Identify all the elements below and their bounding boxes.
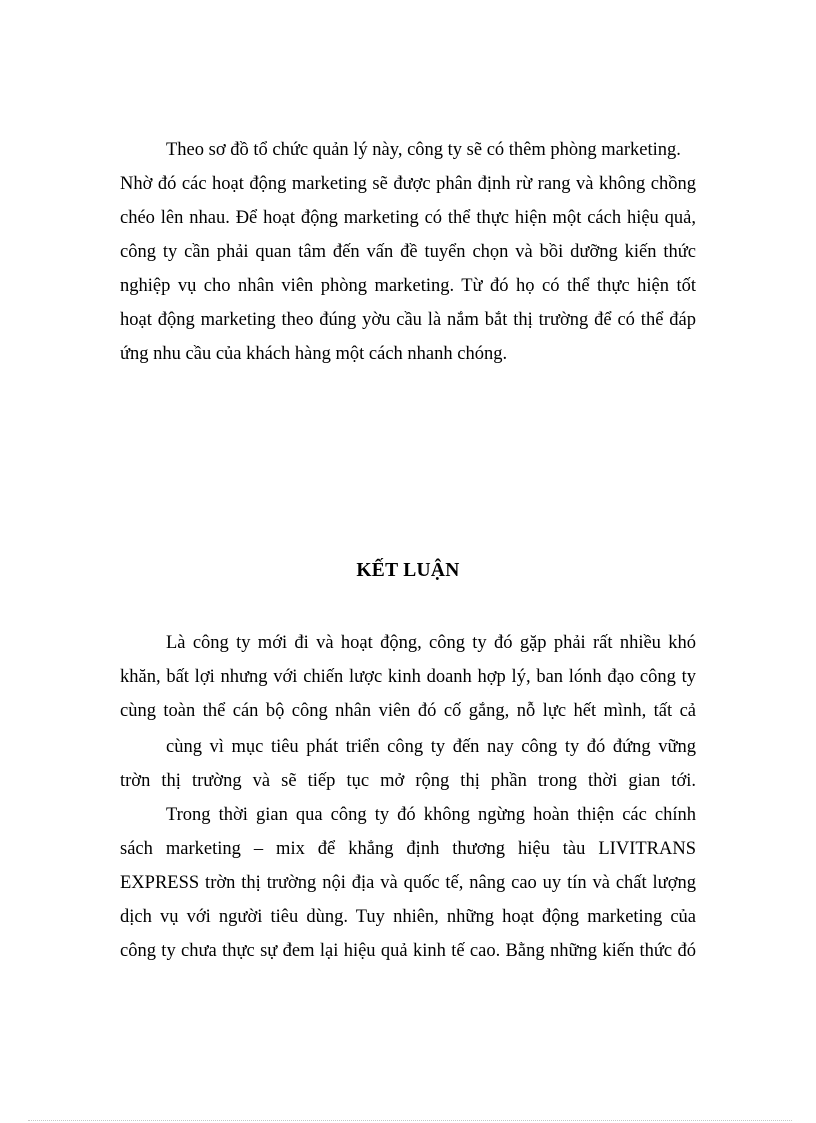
paragraph-line: Nhờ đó các hoạt động marketing sẽ được phân định rừ rang và không chồng	[120, 174, 696, 194]
paragraph-line: công ty cần phải quan tâm đến vấn đề tuyển chọn và bồi dưỡng kiến thức	[120, 242, 696, 262]
paragraph-line: sách marketing – mix để khẳng định thương hiệu tàu LIVITRANS	[120, 839, 696, 859]
paragraph-line: hoạt động marketing theo đúng yờu cầu là nắm bắt thị trường để có thể đáp	[120, 310, 696, 330]
paragraph-line: Trong thời gian qua công ty đó không ngừng hoàn thiện các chính	[166, 805, 696, 825]
paragraph-line: Theo sơ đồ tổ chức quản lý này, công ty sẽ có thêm phòng marketing.	[166, 140, 681, 160]
paragraph-line: cùng vì mục tiêu phát triển công ty đến nay công ty đó đứng vững	[166, 737, 696, 757]
paragraph-line: Là công ty mới đi và hoạt động, công ty đó gặp phải rất nhiều khó	[166, 633, 696, 653]
section-heading: KẾT LUẬN	[356, 560, 460, 581]
paragraph-line: dịch vụ với người tiêu dùng. Tuy nhiên, những hoạt động marketing của	[120, 907, 696, 927]
paragraph-line: khăn, bất lợi nhưng với chiến lược kinh doanh hợp lý, ban lónh đạo công ty	[120, 667, 696, 687]
page-bottom-divider	[28, 1120, 792, 1121]
paragraph-line: ứng nhu cầu của khách hàng một cách nhanh chóng.	[120, 344, 508, 364]
paragraph-line: trờn thị trường và sẽ tiếp tục mở rộng thị phần trong thời gian tới.	[120, 771, 696, 791]
paragraph-line: công ty chưa thực sự đem lại hiệu quả kinh tế cao. Bằng những kiến thức đó	[120, 941, 696, 961]
paragraph-line: chéo lên nhau. Để hoạt động marketing có thể thực hiện một cách hiệu quả,	[120, 208, 696, 228]
paragraph-line: nghiệp vụ cho nhân viên phòng marketing. Từ đó họ có thể thực hiện tốt	[120, 276, 696, 296]
paragraph-line: EXPRESS trờn thị trường nội địa và quốc tế, nâng cao uy tín và chất lượng	[120, 873, 696, 893]
paragraph-line: cùng toàn thể cán bộ công nhân viên đó cố gắng, nỗ lực hết mình, tất cả	[120, 701, 696, 721]
